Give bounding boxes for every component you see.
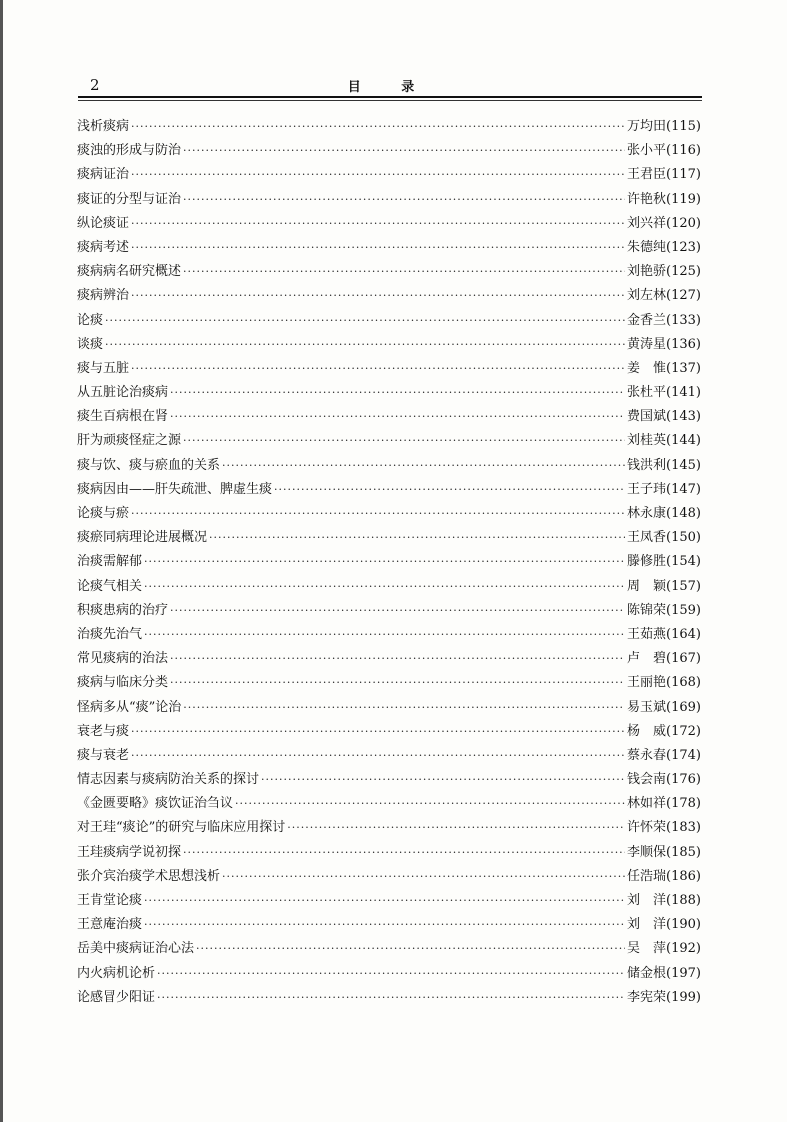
toc-entry-page: (120) — [666, 215, 701, 231]
toc-entry-author: 滕修胜 — [627, 554, 667, 570]
toc-entry-page: (197) — [666, 965, 701, 981]
toc-entry[interactable] — [77, 599, 701, 623]
toc-entry[interactable] — [77, 260, 701, 284]
toc-entry-author: 周 颖 — [627, 578, 667, 594]
toc-entry[interactable] — [77, 865, 701, 889]
toc-entry[interactable] — [77, 768, 701, 792]
toc-entry-author: 林永康 — [627, 506, 667, 521]
toc-entry-author: 钱会南 — [627, 772, 667, 788]
dot-leader — [209, 526, 625, 550]
toc-entry-title: 常见痰病的治法 — [77, 651, 169, 667]
toc-entry-author: 朱德纯 — [627, 239, 667, 255]
toc-entry-page: (150) — [666, 530, 701, 546]
toc-entry[interactable] — [77, 575, 701, 599]
toc-entry-author: 万均田 — [627, 119, 667, 134]
toc-entry-title: 痰病与临床分类 — [77, 675, 169, 691]
toc-entry-author: 李宪荣 — [627, 989, 667, 1005]
toc-entry[interactable] — [77, 841, 701, 865]
toc-entry-page: (157) — [666, 578, 701, 594]
dot-leader — [131, 212, 625, 236]
toc-entry-page: (125) — [666, 264, 701, 280]
dot-leader — [144, 575, 625, 599]
toc-entry-title: 痰病证治 — [77, 167, 130, 183]
dot-leader — [222, 454, 625, 478]
toc-entry-page: (190) — [666, 917, 701, 933]
toc-entry-title: 张介宾治痰学术思想浅析 — [77, 868, 221, 884]
dot-leader — [144, 889, 625, 913]
toc-entry-author: 杨 威 — [627, 723, 667, 739]
toc-entry-title: 痰与衰老 — [77, 747, 130, 763]
toc-entry[interactable] — [77, 115, 701, 139]
toc-entry-page: (127) — [666, 288, 701, 304]
dot-leader — [261, 768, 625, 792]
toc-entry[interactable] — [77, 139, 701, 163]
toc-entry-page: (117) — [666, 167, 701, 183]
toc-entry[interactable] — [77, 236, 701, 260]
toc-entry[interactable] — [77, 163, 701, 187]
dot-leader — [144, 550, 625, 574]
toc-entry-title: 痰病因由——肝失疏泄、脾虚生痰 — [77, 481, 273, 497]
toc-entry-page: (188) — [666, 893, 701, 908]
toc-entry-title: 论痰气相关 — [77, 578, 143, 594]
dot-leader — [131, 502, 625, 526]
toc-entry-page: (199) — [666, 989, 701, 1005]
dot-leader — [131, 284, 625, 308]
toc-entry-title: 肝为顽痰怪症之源 — [77, 433, 182, 449]
toc-entry[interactable] — [77, 744, 701, 768]
header-rule-thin — [78, 100, 702, 101]
toc-entry-page: (168) — [666, 675, 701, 691]
toc-entry[interactable] — [77, 647, 701, 671]
toc-entry-title: 衰老与痰 — [77, 723, 130, 739]
toc-entry-page: (167) — [666, 651, 701, 667]
toc-entry[interactable] — [77, 381, 701, 405]
toc-entry[interactable] — [77, 188, 701, 212]
toc-entry-page: (183) — [666, 820, 701, 836]
toc-entry-title: 痰病病名研究概述 — [77, 264, 182, 280]
toc-entry-author: 易玉斌 — [627, 699, 667, 715]
toc-entry-author: 金香兰 — [627, 312, 667, 328]
dot-leader — [157, 962, 625, 986]
dot-leader — [131, 744, 625, 768]
toc-entry-author: 李顺保 — [627, 844, 667, 860]
toc-entry-page: (178) — [666, 796, 701, 812]
toc-entry-page: (154) — [666, 554, 701, 570]
dot-leader — [157, 986, 625, 1010]
toc-entry-author: 陈锦荣 — [627, 602, 667, 618]
toc-entry[interactable] — [77, 937, 701, 961]
dot-leader — [274, 478, 625, 502]
toc-entry-title: 内火病机论析 — [77, 965, 156, 981]
toc-entry-title: 从五脏论治痰病 — [77, 385, 169, 401]
toc-entry-title: 《金匮要略》痰饮证治刍议 — [77, 796, 234, 812]
toc-entry[interactable] — [77, 696, 701, 720]
dot-leader — [170, 671, 625, 695]
dot-leader — [222, 865, 625, 889]
toc-entry-author: 刘左林 — [627, 288, 667, 304]
toc-entry-author: 刘艳骄 — [627, 264, 667, 280]
dot-leader — [235, 792, 625, 816]
toc-entry-title: 痰与五脏 — [77, 360, 130, 376]
toc-entry-page: (159) — [666, 602, 701, 618]
toc-entry-title: 对王珪“痰论”的研究与临床应用探讨 — [77, 820, 286, 836]
toc-entry-author: 储金根 — [627, 965, 667, 981]
page-edge — [0, 0, 3, 1122]
toc-entry[interactable] — [77, 792, 701, 816]
toc-entry[interactable] — [77, 962, 701, 986]
dot-leader — [196, 937, 625, 961]
toc-entry-title: 怪病多从“痰”论治 — [77, 699, 182, 715]
toc-entry-page: (144) — [666, 433, 701, 449]
toc-entry-author: 卢 碧 — [627, 651, 667, 667]
dot-leader — [131, 357, 625, 381]
dot-leader — [131, 236, 625, 260]
toc-entry-title: 论痰 — [77, 312, 104, 328]
toc-entry-title: 纵论痰证 — [77, 215, 130, 231]
toc-entry-title: 痰瘀同病理论进展概况 — [77, 530, 208, 546]
toc-entry-author: 黄涛星 — [627, 336, 667, 352]
toc-entry-author: 蔡永春 — [627, 747, 667, 763]
toc-entry-page: (147) — [666, 481, 701, 497]
dot-leader — [170, 381, 625, 405]
toc-entry[interactable] — [77, 720, 701, 744]
toc-entry-title: 痰病考述 — [77, 239, 130, 255]
page-number: 2 — [90, 76, 100, 94]
toc-entry-author: 张小平 — [627, 143, 667, 159]
toc-entry-page: (143) — [666, 409, 701, 425]
toc-entry[interactable] — [77, 623, 701, 647]
toc-entry-page: (115) — [666, 119, 701, 134]
dot-leader — [183, 188, 625, 212]
toc-entry-page: (164) — [666, 626, 701, 642]
toc-entry-author: 张杜平 — [627, 385, 667, 401]
toc-entry-title: 论痰与瘀 — [77, 506, 130, 521]
toc-entry-author: 许怀荣 — [627, 820, 667, 836]
dot-leader — [144, 623, 625, 647]
table-of-contents — [77, 115, 701, 1010]
toc-entry-title: 情志因素与痰病防治关系的探讨 — [77, 772, 260, 788]
toc-entry-author: 王子玮 — [627, 481, 667, 497]
toc-entry[interactable] — [77, 333, 701, 357]
dot-leader — [287, 816, 625, 840]
toc-entry-title: 痰病辨治 — [77, 288, 130, 304]
dot-leader — [144, 913, 625, 937]
toc-entry-author: 王丽艳 — [627, 675, 667, 691]
toc-entry-page: (119) — [666, 191, 701, 207]
toc-entry-author: 刘桂英 — [627, 433, 667, 449]
toc-entry-author: 钱洪利 — [627, 457, 667, 473]
toc-entry[interactable] — [77, 816, 701, 840]
dot-leader — [105, 309, 625, 333]
toc-entry-author: 许艳秋 — [627, 191, 667, 207]
toc-entry-page: (137) — [666, 360, 701, 376]
toc-entry-title: 王珪痰病学说初探 — [77, 844, 182, 860]
toc-entry-title: 痰生百病根在肾 — [77, 409, 169, 425]
toc-entry-title: 痰与饮、痰与瘀血的关系 — [77, 457, 221, 473]
toc-entry-page: (145) — [666, 457, 701, 473]
toc-entry-page: (176) — [666, 772, 701, 788]
toc-entry[interactable] — [77, 357, 701, 381]
dot-leader — [131, 115, 625, 139]
toc-entry-title: 王意庵治痰 — [77, 917, 143, 933]
toc-entry-page: (136) — [666, 336, 701, 352]
dot-leader — [170, 599, 625, 623]
toc-entry-title: 积痰患病的治疗 — [77, 602, 169, 618]
toc-entry[interactable] — [77, 284, 701, 308]
toc-entry[interactable] — [77, 889, 701, 913]
toc-entry[interactable] — [77, 986, 701, 1010]
toc-entry-author: 吴 萍 — [627, 941, 667, 957]
dot-leader — [183, 696, 625, 720]
toc-entry-page: (186) — [666, 868, 701, 884]
toc-entry-author: 林如祥 — [627, 796, 667, 812]
dot-leader — [183, 429, 625, 453]
header-rule-thick — [78, 96, 702, 98]
toc-entry-page: (116) — [666, 143, 701, 159]
toc-entry-title: 浅析痰病 — [77, 119, 130, 134]
toc-entry[interactable] — [77, 212, 701, 236]
toc-entry-author: 王茹燕 — [627, 626, 667, 642]
toc-entry-page: (141) — [666, 385, 701, 401]
toc-entry-title: 痰浊的形成与防治 — [77, 143, 182, 159]
toc-entry-author: 王凤香 — [627, 530, 667, 546]
toc-entry[interactable] — [77, 913, 701, 937]
toc-entry-author: 姜 惟 — [627, 360, 667, 376]
toc-entry-page: (174) — [666, 747, 701, 763]
toc-entry[interactable] — [77, 478, 701, 502]
dot-leader — [131, 163, 625, 187]
toc-entry-author: 刘兴祥 — [627, 215, 667, 231]
toc-entry[interactable] — [77, 526, 701, 550]
toc-entry[interactable] — [77, 550, 701, 574]
toc-entry-page: (192) — [666, 941, 701, 957]
toc-entry-title: 治痰需解郁 — [77, 554, 143, 570]
toc-entry-author: 任浩瑞 — [627, 868, 667, 884]
toc-entry-page: (172) — [666, 723, 701, 739]
page-header — [78, 76, 702, 96]
toc-entry-title: 论感冒少阳证 — [77, 989, 156, 1005]
toc-entry-page: (148) — [666, 506, 701, 521]
dot-leader — [183, 260, 625, 284]
page-title: 目 录 — [347, 80, 433, 95]
toc-entry-page: (123) — [666, 239, 701, 255]
toc-entry-title: 岳美中痰病证治心法 — [77, 941, 195, 957]
toc-entry-title: 王肯堂论痰 — [77, 893, 143, 908]
toc-entry-title: 谈痰 — [77, 336, 104, 352]
dot-leader — [183, 841, 625, 865]
toc-entry-author: 刘 洋 — [627, 917, 667, 933]
toc-entry-page: (185) — [666, 844, 701, 860]
toc-entry[interactable] — [77, 502, 701, 526]
toc-entry-page: (133) — [666, 312, 701, 328]
toc-entry-author: 刘 洋 — [627, 893, 667, 908]
toc-entry-page: (169) — [666, 699, 701, 715]
dot-leader — [105, 333, 625, 357]
toc-entry-title: 治痰先治气 — [77, 626, 143, 642]
toc-entry[interactable] — [77, 309, 701, 333]
dot-leader — [183, 139, 625, 163]
dot-leader — [131, 720, 625, 744]
toc-entry-title: 痰证的分型与证治 — [77, 191, 182, 207]
toc-entry-author: 费国斌 — [627, 409, 667, 425]
toc-entry[interactable] — [77, 429, 701, 453]
dot-leader — [170, 647, 625, 671]
toc-entry[interactable] — [77, 454, 701, 478]
toc-entry[interactable] — [77, 405, 701, 429]
dot-leader — [170, 405, 625, 429]
toc-entry[interactable] — [77, 671, 701, 695]
toc-entry-author: 王君臣 — [627, 167, 667, 183]
